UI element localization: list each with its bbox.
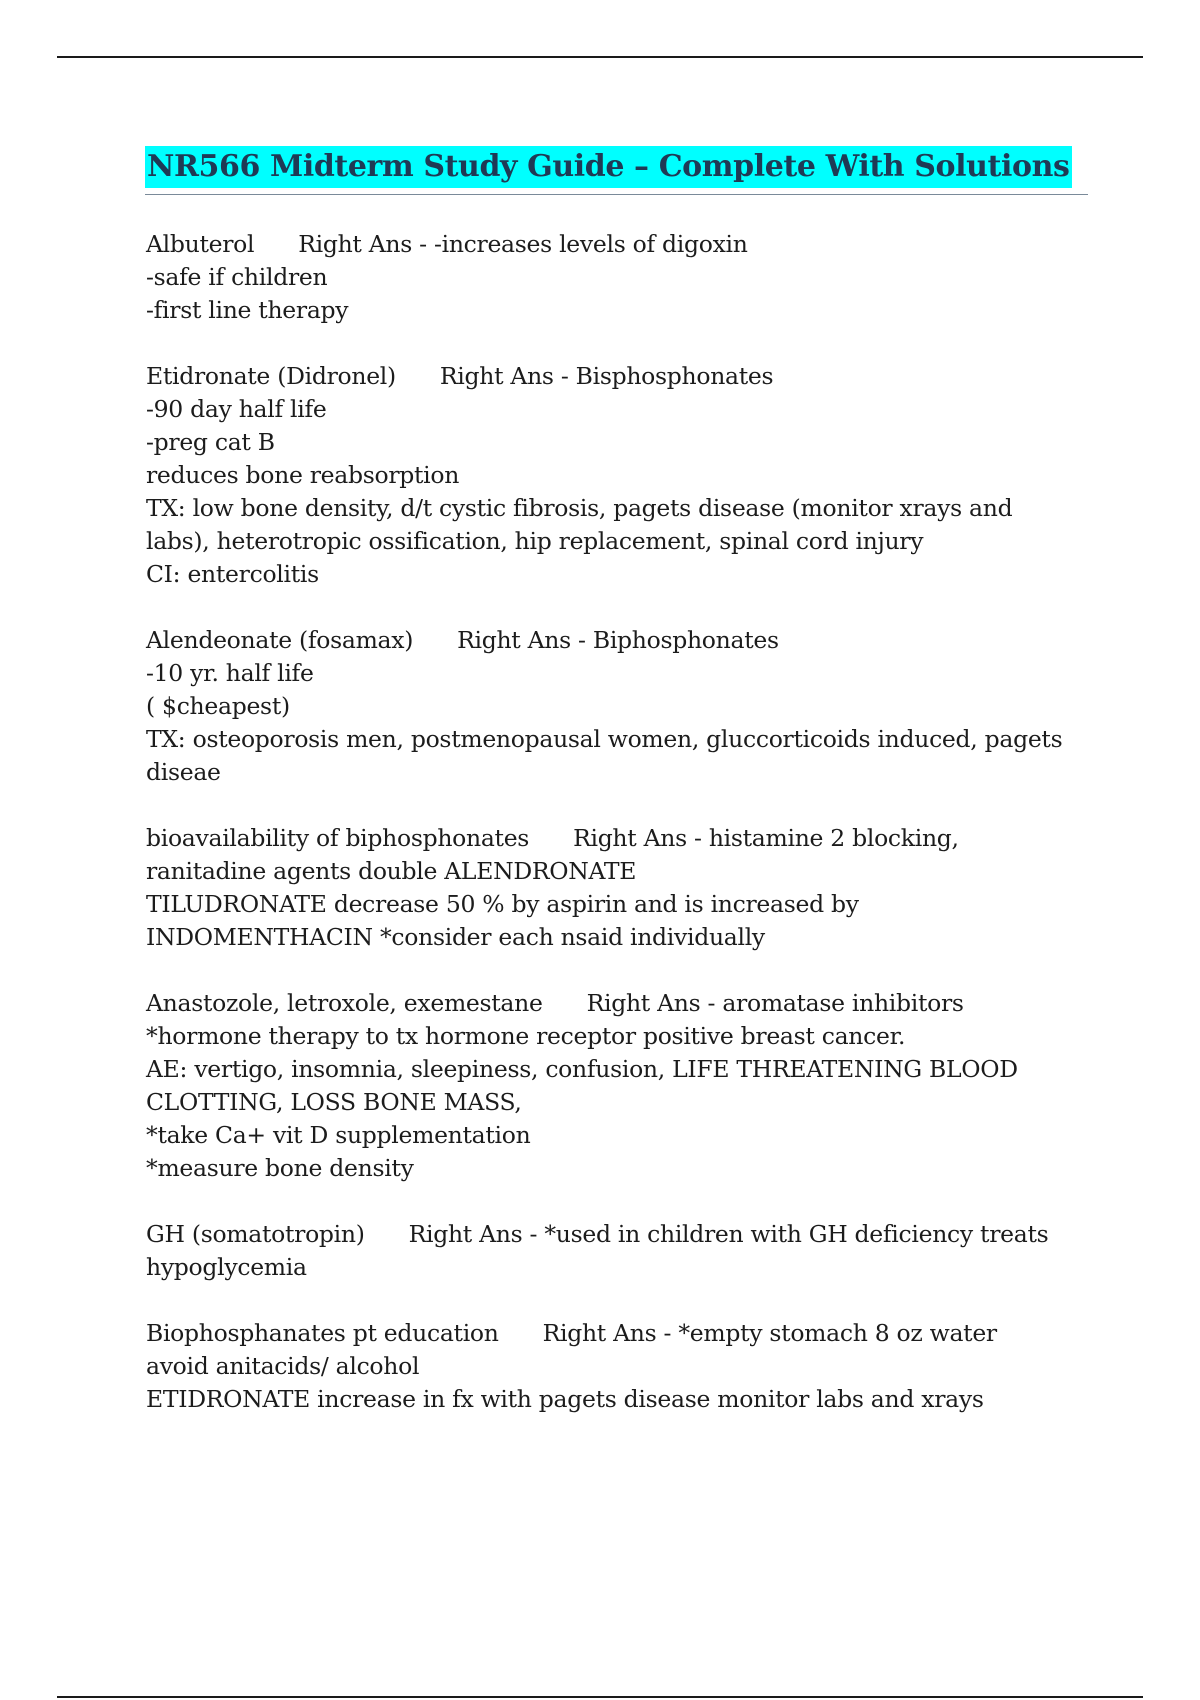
answer-line: ETIDRONATE increase in fx with pagets disease monitor labs and xrays (146, 1385, 984, 1413)
term: Biophosphanates pt education (146, 1319, 499, 1347)
term: Etidronate (Didronel) (146, 362, 396, 390)
question-line (146, 624, 1106, 657)
question-line (146, 987, 1106, 1020)
bottom-rule (57, 1696, 1143, 1698)
answer-line: CLOTTING, LOSS BONE MASS, (146, 1088, 522, 1116)
answer-line: avoid anitacids/ alcohol (146, 1352, 420, 1380)
answer-line: *measure bone density (146, 1154, 414, 1182)
answer: Right Ans - *empty stomach 8 oz water (542, 1319, 997, 1347)
answer: Right Ans - Bisphosphonates (439, 362, 774, 390)
qa-entry (146, 624, 1106, 789)
question-line (146, 822, 1106, 855)
answer-line: ( $cheapest) (146, 692, 290, 720)
answer-line: hypoglycemia (146, 1253, 307, 1281)
qa-entry (146, 1218, 1106, 1284)
answer-line: ranitadine agents double ALENDRONATE (146, 857, 637, 885)
answer-line: AE: vertigo, insomnia, sleepiness, confusion, LIFE THREATENING BLOOD (146, 1055, 1018, 1083)
term: Albuterol (146, 230, 255, 258)
answer-line: TX: osteoporosis men, postmenopausal women, gluccorticoids induced, pagets (146, 725, 1063, 753)
answer: Right Ans - -increases levels of digoxin (298, 230, 748, 258)
answer-line: TILUDRONATE decrease 50 % by aspirin and is increased by (146, 890, 859, 918)
qa-entry (146, 987, 1106, 1185)
title-block (145, 146, 1088, 195)
answer-line: -preg cat B (146, 428, 275, 456)
answer-line: diseae (146, 758, 221, 786)
top-rule (57, 56, 1143, 58)
answer-line: -safe if children (146, 263, 328, 291)
answer-line: -90 day half life (146, 395, 327, 423)
qa-entry (146, 822, 1106, 954)
answer-line: TX: low bone density, d/t cystic fibrosis, pagets disease (monitor xrays and (146, 494, 1013, 522)
answer: Right Ans - Biphosphonates (457, 626, 779, 654)
answer-line: -first line therapy (146, 296, 349, 324)
answer-line: *hormone therapy to tx hormone receptor positive breast cancer. (146, 1022, 906, 1050)
answer: Right Ans - *used in children with GH deficiency treats (408, 1220, 1049, 1248)
qa-entry (146, 228, 1106, 327)
question-line (146, 1317, 1106, 1350)
question-line (146, 228, 1106, 261)
term: Anastozole, letroxole, exemestane (146, 989, 543, 1017)
term: bioavailability of biphosphonates (146, 824, 530, 852)
answer-line: -10 yr. half life (146, 659, 314, 687)
qa-entry (146, 360, 1106, 591)
answer-line: CI: entercolitis (146, 560, 319, 588)
answer-line: reduces bone reabsorption (146, 461, 460, 489)
answer-line: INDOMENTHACIN *consider each nsaid individually (146, 923, 765, 951)
answer-line: *take Ca+ vit D supplementation (146, 1121, 531, 1149)
qa-entry (146, 1317, 1106, 1416)
term: GH (somatotropin) (146, 1220, 365, 1248)
answer-line: labs), heterotropic ossification, hip replacement, spinal cord injury (146, 527, 924, 555)
question-line (146, 360, 1106, 393)
answer: Right Ans - aromatase inhibitors (586, 989, 964, 1017)
document-title: NR566 Midterm Study Guide – Complete With Solutions (145, 146, 1072, 188)
study-guide-content (146, 228, 1106, 1449)
term: Alendeonate (fosamax) (146, 626, 414, 654)
question-line (146, 1218, 1106, 1251)
answer: Right Ans - histamine 2 blocking, (573, 824, 959, 852)
